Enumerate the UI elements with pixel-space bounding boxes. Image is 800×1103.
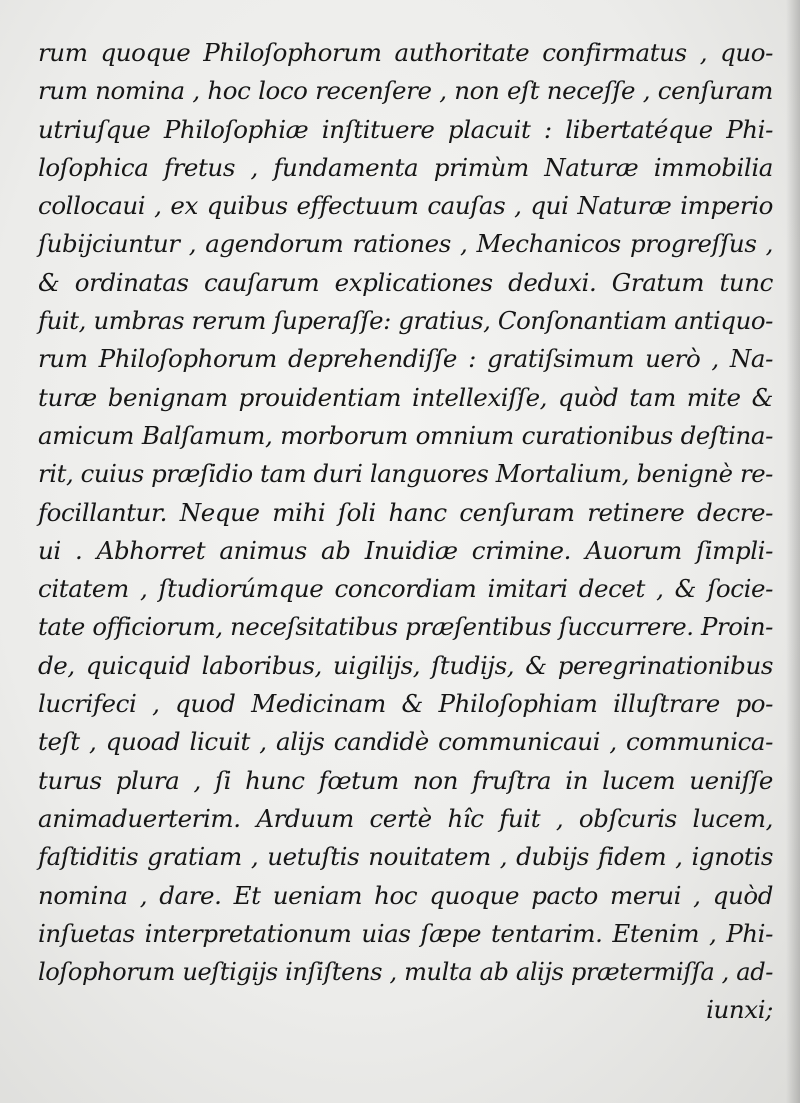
text-line-26: iunxi;: [706, 995, 773, 1025]
text-line-15: citatem , ſtudiorúmque concordiam imitari decet , & ſocie-: [38, 574, 773, 604]
text-line-21: animaduerterim. Arduum certè hîc fuit , obſcuris lucem,: [38, 803, 773, 833]
text-line-25: loſophorum ueſtigijs inſiſtens , multa ab alijs prætermiſſa , ad-: [38, 958, 773, 987]
page-edge-shadow: [786, 0, 800, 1103]
text-line-9: rum Philoſophorum deprehendiſſe : gratiſsimum uerò , Na-: [38, 344, 773, 374]
text-line-5: collocaui , ex quibus effectuum cauſas , qui Naturæ imperio: [38, 191, 773, 221]
text-line-23: nomina , dare. Et ueniam hoc quoque pacto merui , quòd: [38, 880, 773, 910]
text-line-1: rum quoque Philoſophorum authoritate confirmatus , quo-: [38, 38, 773, 67]
text-line-18: lucrifeci , quod Medicinam & Philoſophiam illuſtrare po-: [38, 689, 773, 719]
text-line-4: loſophica fretus , fundamenta primùm Naturæ immobilia: [38, 152, 773, 182]
text-line-19: teſt , quoad licuit , alijs candidè communicaui , communica-: [38, 727, 773, 757]
text-line-20: turus plura , ſi hunc fœtum non fruſtra in lucem ueniſſe: [38, 765, 773, 795]
text-line-8: fuit, umbras rerum ſuperaſſe: gratius, Conſonantiam antiquo-: [38, 306, 773, 336]
text-line-17: de, quicquid laboribus, uigilijs, ſtudijs, & peregrinationibus: [38, 650, 773, 680]
text-line-10: turæ benignam prouidentiam intellexiſſe, quòd tam mite &: [38, 382, 773, 412]
body-text: [38, 34, 773, 1030]
text-line-3: utriuſque Philoſophiæ inſtituere placuit : libertatéque Phi-: [38, 114, 773, 144]
text-line-16: tate officiorum, neceſsitatibus præſentibus ſuccurrere. Proin-: [38, 612, 773, 642]
text-line-6: ſubijciuntur , agendorum rationes , Mechanicos progreſſus ,: [38, 229, 773, 259]
text-line-7: & ordinatas cauſarum explicationes deduxi. Gratum tunc: [38, 267, 773, 297]
text-line-24: inſuetas interpretationum uias ſæpe tentarim. Etenim , Phi-: [38, 918, 773, 948]
text-line-13: focillantur. Neque mihi ſoli hanc cenſuram retinere decre-: [38, 497, 773, 527]
text-line-12: rit, cuius præſidio tam duri languores Mortalium, benignè re-: [38, 459, 773, 489]
text-line-22: faſtiditis gratiam , uetuſtis nouitatem , dubijs fidem , ignotis: [38, 842, 773, 872]
text-line-14: ui . Abhorret animus ab Inuidiæ crimine. Auorum ſimpli-: [38, 535, 773, 565]
text-line-11: amicum Balſamum, morborum omnium curationibus deſtina-: [38, 420, 773, 450]
text-line-2: rum nomina , hoc loco recenſere , non eſt neceſſe , cenſuram: [38, 76, 773, 106]
